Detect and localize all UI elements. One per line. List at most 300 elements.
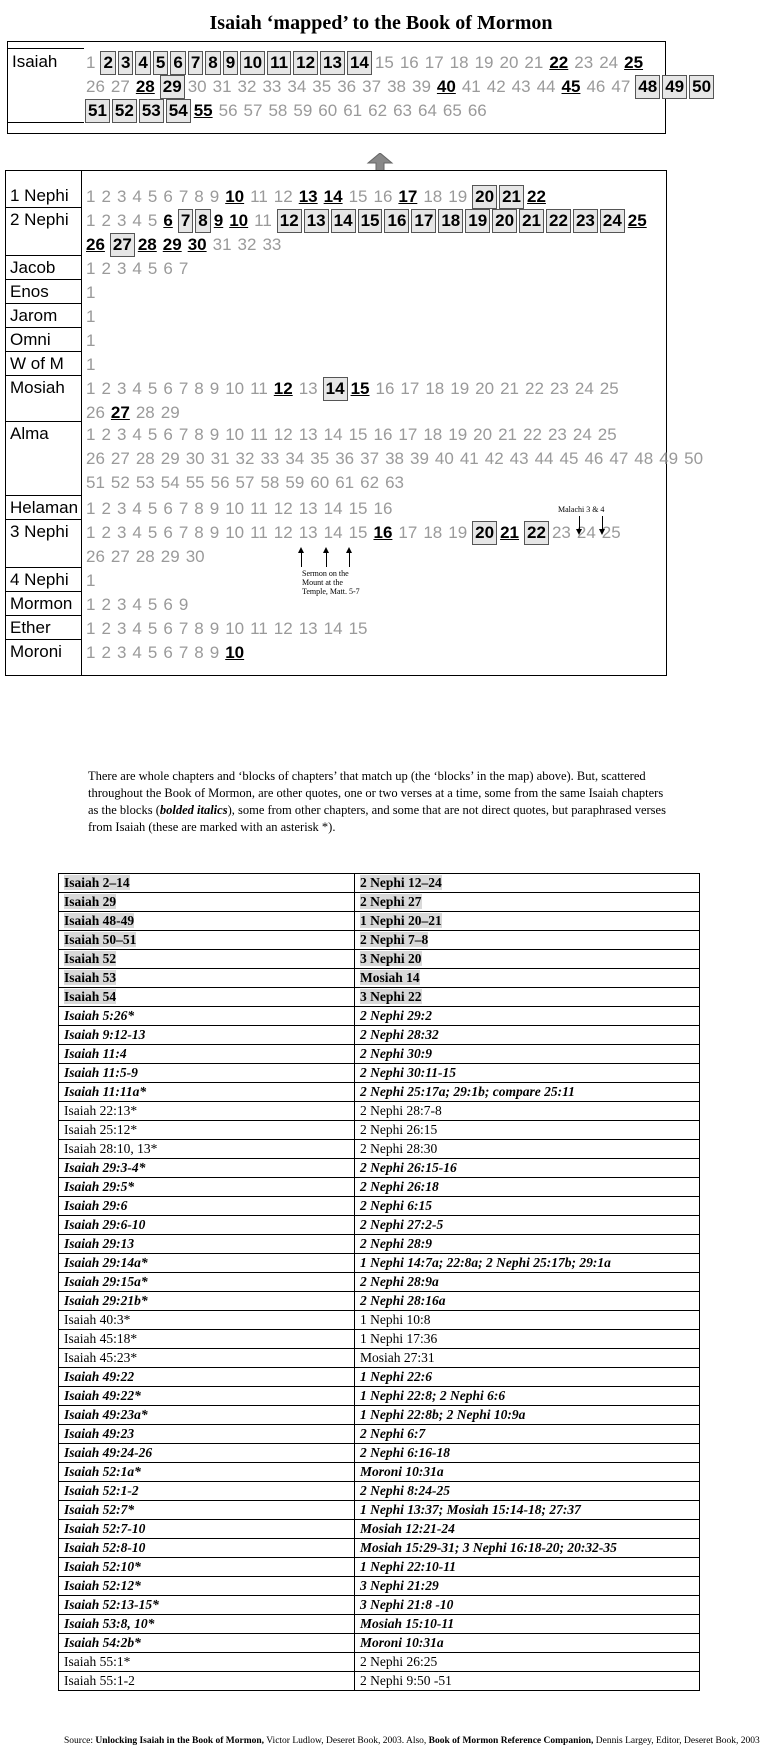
- chapter-number: 30: [185, 449, 205, 468]
- chapter-number: 22: [549, 53, 569, 72]
- table-row: [59, 1672, 700, 1691]
- chapter-number: 22: [527, 523, 546, 542]
- table-row: [59, 1064, 700, 1083]
- chapter-number: 7: [178, 379, 189, 398]
- reference-text: 2 Nephi 12–24: [360, 875, 442, 890]
- chapter-number: 59: [285, 473, 305, 492]
- book-of-mormon-box: [5, 170, 704, 676]
- chapter-number: 2: [103, 53, 113, 72]
- chapter-line: [86, 618, 373, 640]
- table-row: [59, 1596, 700, 1615]
- chapter-number: 1: [86, 619, 96, 638]
- chapter-number: 32: [237, 77, 257, 96]
- chapter-number: 6: [163, 379, 173, 398]
- chapter-number: 5: [147, 187, 158, 206]
- chapter-number: 3: [116, 523, 127, 542]
- reference-text: 1 Nephi 14:7a; 22:8a; 2 Nephi 25:17b; 29:1a: [360, 1255, 611, 1270]
- malachi-note: Malachi 3 & 4: [558, 505, 605, 514]
- chapter-number: 50: [692, 77, 712, 96]
- book-name: Alma: [10, 424, 49, 443]
- chapter-number: 1: [86, 259, 96, 278]
- book-name: 4 Nephi: [10, 570, 69, 589]
- table-row: [59, 1368, 700, 1387]
- book-of-mormon-reference-cell: [355, 1273, 700, 1292]
- chapter-number: 12: [273, 425, 293, 444]
- chapter-number: 4: [132, 595, 142, 614]
- sermon-arrow-3: [349, 551, 350, 567]
- chapter-line: [86, 52, 649, 74]
- chapter-number: 52: [110, 473, 130, 492]
- chapter-number: 44: [536, 77, 556, 96]
- isaiah-reference-cell: [59, 1463, 355, 1482]
- table-row: [59, 1083, 700, 1102]
- table-row: [59, 1235, 700, 1254]
- chapter-number: 11: [250, 187, 268, 206]
- chapter-number: 17: [398, 187, 418, 206]
- chapter-number: 11: [250, 425, 268, 444]
- paragraph-text-2: ), some from other chapters, and some that are not direct quotes, but paraphrased verses from Isaiah (these are marked with an asterisk *).: [88, 803, 666, 834]
- chapter-number: 18: [423, 187, 443, 206]
- chapter-number: 38: [387, 77, 406, 96]
- chapter-number: 48: [634, 449, 654, 468]
- reference-text: 1 Nephi 17:36: [360, 1331, 438, 1346]
- chapter-number: 1: [86, 53, 96, 72]
- chapter-number: 17: [414, 211, 434, 230]
- chapter-number: 5: [155, 53, 166, 72]
- chapter-number: 10: [229, 211, 249, 230]
- chapter-line: [86, 330, 101, 352]
- chapter-number: 40: [434, 449, 454, 468]
- book-of-mormon-reference-cell: [355, 1330, 700, 1349]
- chapter-number: 43: [509, 449, 529, 468]
- isaiah-reference-cell: [59, 1634, 355, 1653]
- reference-text: 3 Nephi 21:29: [360, 1578, 439, 1593]
- chapter-number: 17: [398, 523, 418, 542]
- book-of-mormon-reference-cell: [355, 1558, 700, 1577]
- sermon-note: Sermon on the Mount at the Temple, Matt. 5-7: [302, 569, 360, 596]
- chapter-number: 1: [86, 571, 96, 590]
- book-of-mormon-reference-cell: [355, 1064, 700, 1083]
- book-of-mormon-reference-cell: [355, 931, 700, 950]
- book-of-mormon-reference-cell: [355, 1672, 700, 1691]
- chapter-number: 3: [116, 211, 127, 230]
- book-of-mormon-reference-cell: [355, 1102, 700, 1121]
- chapter-number: 13: [298, 523, 318, 542]
- chapter-line: [86, 186, 552, 208]
- table-row: [59, 1102, 700, 1121]
- chapter-number: 15: [350, 379, 370, 398]
- chapter-number: 14: [323, 425, 343, 444]
- table-row: [59, 1615, 700, 1634]
- chapter-number: 35: [312, 77, 332, 96]
- reference-text: Isaiah 11:5-9: [64, 1065, 138, 1080]
- chapter-number: 1: [86, 523, 96, 542]
- chapter-number: 21: [522, 211, 542, 230]
- chapter-number: 29: [162, 235, 182, 254]
- book-divider: [6, 591, 81, 592]
- chapter-line: [86, 76, 717, 98]
- chapter-number: 23: [551, 523, 571, 542]
- chapter-number: 5: [147, 211, 158, 230]
- reference-text: Isaiah 40:3*: [64, 1312, 131, 1327]
- isaiah-reference-cell: [59, 912, 355, 931]
- book-name: W of M: [10, 354, 64, 373]
- chapter-number: 13: [298, 425, 318, 444]
- chapter-number: 7: [180, 211, 191, 230]
- chapter-number: 13: [298, 619, 318, 638]
- table-row: [59, 1197, 700, 1216]
- chapter-line: [86, 402, 186, 424]
- chapter-number: 61: [343, 101, 363, 120]
- chapter-number: 27: [110, 547, 130, 566]
- chapter-number: 16: [373, 523, 393, 542]
- chapter-line: [86, 378, 625, 400]
- chapter-number: 1: [86, 425, 96, 444]
- book-of-mormon-reference-cell: [355, 1444, 700, 1463]
- reference-text: Moroni 10:31a: [360, 1635, 444, 1650]
- chapter-number: 5: [147, 259, 158, 278]
- reference-text: 2 Nephi 6:7: [360, 1426, 426, 1441]
- table-row: [59, 1406, 700, 1425]
- chapter-number: 1: [86, 595, 96, 614]
- reference-text: Moroni 10:31a: [360, 1464, 444, 1479]
- chapter-number: 31: [212, 235, 232, 254]
- reference-text: Mosiah 15:10-11: [360, 1616, 455, 1631]
- chapter-number: 11: [250, 619, 268, 638]
- isaiah-reference-cell: [59, 1121, 355, 1140]
- chapter-number: 19: [448, 187, 468, 206]
- chapter-number: 7: [178, 619, 189, 638]
- reference-text: Isaiah 55:1-2: [64, 1673, 135, 1688]
- chapter-number: 58: [268, 101, 288, 120]
- reference-text: Isaiah 49:22: [64, 1369, 135, 1384]
- chapter-number: 21: [498, 425, 518, 444]
- chapter-number: 10: [243, 53, 263, 72]
- table-row: [59, 988, 700, 1007]
- isaiah-reference-cell: [59, 1045, 355, 1064]
- chapter-number: 36: [335, 449, 355, 468]
- isaiah-reference-cell: [59, 1368, 355, 1387]
- chapter-number: 43: [511, 77, 531, 96]
- reference-text: Isaiah 52:13-15*: [64, 1597, 159, 1612]
- chapter-line: [86, 546, 211, 568]
- book-of-mormon-reference-cell: [355, 1615, 700, 1634]
- chapter-number: 16: [373, 187, 393, 206]
- reference-text: 2 Nephi 28:32: [360, 1027, 439, 1042]
- book-name: Helaman: [10, 498, 79, 517]
- chapter-line: [86, 472, 410, 494]
- isaiah-reference-cell: [59, 1520, 355, 1539]
- chapter-number: 19: [448, 425, 468, 444]
- chapter-number: 27: [112, 235, 132, 254]
- chapter-number: 18: [423, 523, 443, 542]
- book-divider: [6, 327, 81, 328]
- chapter-line: [86, 306, 101, 328]
- book-of-mormon-reference-cell: [355, 1596, 700, 1615]
- chapter-number: 18: [425, 379, 445, 398]
- isaiah-reference-cell: [59, 1482, 355, 1501]
- book-of-mormon-reference-cell: [355, 1539, 700, 1558]
- chapter-number: 26: [86, 449, 105, 468]
- reference-text: 2 Nephi 30:9: [360, 1046, 432, 1061]
- chapter-number: 28: [135, 547, 155, 566]
- reference-text: Isaiah 11:11a*: [64, 1084, 147, 1099]
- book-divider: [6, 351, 81, 352]
- table-row: [59, 1463, 700, 1482]
- book-of-mormon-reference-cell: [355, 1235, 700, 1254]
- chapter-number: 3: [116, 643, 127, 662]
- chapter-number: 9: [209, 499, 220, 518]
- reference-text: 2 Nephi 6:16-18: [360, 1445, 450, 1460]
- isaiah-reference-cell: [59, 1387, 355, 1406]
- chapter-number: 16: [373, 499, 393, 518]
- chapter-number: 54: [168, 101, 188, 120]
- chapter-number: 9: [225, 53, 236, 72]
- chapter-number: 50: [684, 449, 704, 468]
- chapter-number: 51: [88, 101, 107, 120]
- chapter-number: 11: [250, 499, 268, 518]
- chapter-number: 16: [373, 425, 393, 444]
- isaiah-reference-cell: [59, 1596, 355, 1615]
- chapter-number: 2: [101, 499, 111, 518]
- chapter-number: 24: [602, 211, 622, 230]
- chapter-number: 4: [132, 379, 142, 398]
- chapter-number: 25: [624, 53, 644, 72]
- isaiah-reference-cell: [59, 1444, 355, 1463]
- chapter-number: 25: [627, 211, 647, 230]
- isaiah-reference-cell: [59, 1615, 355, 1634]
- chapter-number: 42: [486, 77, 506, 96]
- isaiah-bottom-rule: [8, 122, 84, 123]
- chapter-number: 53: [141, 101, 161, 120]
- book-of-mormon-reference-cell: [355, 1140, 700, 1159]
- chapter-number: 7: [190, 53, 201, 72]
- isaiah-reference-cell: [59, 1558, 355, 1577]
- chapter-number: 1: [86, 643, 96, 662]
- table-row: [59, 1121, 700, 1140]
- chapter-number: 13: [323, 53, 342, 72]
- table-row: [59, 1349, 700, 1368]
- chapter-number: 28: [135, 77, 155, 96]
- reference-text: 2 Nephi 28:30: [360, 1141, 438, 1156]
- chapter-number: 4: [138, 53, 148, 72]
- chapter-number: 5: [147, 619, 158, 638]
- table-row: [59, 1482, 700, 1501]
- chapter-number: 26: [86, 403, 105, 422]
- chapter-number: 19: [468, 211, 488, 230]
- chapter-number: 26: [86, 77, 105, 96]
- chapter-number: 16: [375, 379, 395, 398]
- paragraph-emphasis: bolded italics: [159, 803, 228, 817]
- chapter-number: 6: [163, 643, 173, 662]
- isaiah-reference-cell: [59, 1311, 355, 1330]
- reference-text: Isaiah 50–51: [64, 932, 137, 947]
- isaiah-reference-cell: [59, 1539, 355, 1558]
- chapter-number: 44: [534, 449, 554, 468]
- table-row: [59, 931, 700, 950]
- isaiah-label-rule: [8, 48, 84, 49]
- reference-text: 2 Nephi 28:7-8: [360, 1103, 442, 1118]
- reference-text: Isaiah 55:1*: [64, 1654, 131, 1669]
- page-title: Isaiah ‘mapped’ to the Book of Mormon: [209, 12, 553, 34]
- table-row: [59, 874, 700, 893]
- chapter-number: 37: [362, 77, 382, 96]
- chapter-number: 40: [436, 77, 456, 96]
- chapter-number: 20: [499, 53, 519, 72]
- chapter-number: 7: [178, 499, 189, 518]
- table-row: [59, 1634, 700, 1653]
- book-of-mormon-reference-cell: [355, 1159, 700, 1178]
- chapter-number: 5: [147, 499, 158, 518]
- reference-text: 1 Nephi 13:37; Mosiah 15:14-18; 27:37: [360, 1502, 581, 1517]
- isaiah-reference-cell: [59, 1197, 355, 1216]
- source-citation: [64, 1736, 760, 1746]
- chapter-line: [86, 424, 623, 446]
- reference-text: 2 Nephi 26:15-16: [360, 1160, 457, 1175]
- book-of-mormon-reference-cell: [355, 1520, 700, 1539]
- reference-text: Isaiah 52:7-10: [64, 1521, 146, 1536]
- chapter-number: 23: [549, 379, 569, 398]
- chapter-line: [86, 498, 398, 520]
- chapter-number: 48: [638, 77, 658, 96]
- chapter-number: 27: [110, 77, 130, 96]
- chapter-number: 1: [86, 379, 96, 398]
- chapter-number: 27: [110, 449, 130, 468]
- isaiah-reference-cell: [59, 1178, 355, 1197]
- chapter-number: 1: [86, 307, 96, 326]
- chapter-number: 15: [348, 499, 368, 518]
- chapter-number: 14: [323, 499, 343, 518]
- chapter-number: 8: [194, 379, 204, 398]
- sermon-arrow-2: [326, 551, 327, 567]
- chapter-number: 21: [524, 53, 544, 72]
- chapter-number: 9: [209, 425, 220, 444]
- chapter-number: 10: [225, 523, 245, 542]
- chapter-number: 13: [306, 211, 326, 230]
- table-row: [59, 950, 700, 969]
- reference-text: Isaiah 11:4: [64, 1046, 127, 1061]
- chapter-number: 2: [101, 259, 111, 278]
- chapter-number: 15: [360, 211, 380, 230]
- book-of-mormon-reference-cell: [355, 1368, 700, 1387]
- chapter-number: 9: [209, 619, 220, 638]
- isaiah-reference-cell: [59, 1007, 355, 1026]
- reference-text: Isaiah 29:6: [64, 1198, 128, 1213]
- chapter-number: 7: [178, 523, 189, 542]
- chapter-number: 23: [574, 53, 594, 72]
- isaiah-reference-cell: [59, 1102, 355, 1121]
- chapter-number: 11: [270, 53, 289, 72]
- chapter-number: 41: [461, 77, 481, 96]
- chapter-number: 30: [185, 547, 205, 566]
- book-of-mormon-reference-cell: [355, 1349, 700, 1368]
- chapter-number: 1: [86, 187, 96, 206]
- chapter-number: 64: [417, 101, 437, 120]
- sermon-arrowhead-3: [346, 547, 352, 553]
- reference-text: Isaiah 52: [64, 951, 117, 966]
- chapter-number: 11: [250, 523, 268, 542]
- table-row: [59, 1558, 700, 1577]
- chapter-number: 20: [475, 523, 495, 542]
- chapter-number: 1: [86, 211, 96, 230]
- chapter-number: 9: [209, 187, 220, 206]
- book-of-mormon-reference-cell: [355, 1026, 700, 1045]
- table-row: [59, 1159, 700, 1178]
- chapter-number: 5: [147, 595, 158, 614]
- book-of-mormon-reference-cell: [355, 950, 700, 969]
- book-of-mormon-reference-cell: [355, 1425, 700, 1444]
- reference-text: 2 Nephi 6:15: [360, 1198, 432, 1213]
- reference-text: Isaiah 52:1a*: [64, 1464, 141, 1479]
- chapter-number: 6: [163, 187, 173, 206]
- chapter-number: 26: [86, 235, 105, 254]
- reference-text: Isaiah 29:15a*: [64, 1274, 148, 1289]
- chapter-number: 11: [250, 379, 268, 398]
- chapter-number: 8: [194, 643, 204, 662]
- book-name: 1 Nephi: [10, 186, 69, 205]
- isaiah-reference-cell: [59, 950, 355, 969]
- book-divider: [6, 207, 81, 208]
- chapter-number: 33: [262, 235, 282, 254]
- chapter-number: 8: [194, 619, 204, 638]
- chapter-number: 9: [209, 379, 220, 398]
- explanation-paragraph: [88, 768, 668, 836]
- chapter-number: 19: [474, 53, 494, 72]
- table-row: [59, 1520, 700, 1539]
- isaiah-box: [7, 41, 712, 134]
- chapter-number: 2: [101, 211, 111, 230]
- reference-text: Isaiah 52:12*: [64, 1578, 141, 1593]
- chapter-number: 9: [209, 643, 220, 662]
- reference-text: Isaiah 49:24-26: [64, 1445, 153, 1460]
- book-of-mormon-reference-cell: [355, 1311, 700, 1330]
- chapter-number: 10: [225, 499, 245, 518]
- chapter-number: 41: [459, 449, 479, 468]
- chapter-number: 18: [423, 425, 443, 444]
- reference-text: Isaiah 45:23*: [64, 1350, 138, 1365]
- chapter-number: 4: [132, 523, 142, 542]
- chapter-number: 6: [163, 595, 173, 614]
- isaiah-reference-cell: [59, 1273, 355, 1292]
- chapter-number: 3: [120, 53, 131, 72]
- book-of-mormon-reference-cell: [355, 1045, 700, 1064]
- book-of-mormon-reference-cell: [355, 969, 700, 988]
- chapter-number: 5: [147, 379, 158, 398]
- source-end: Dennis Largey, Editor, Deseret Book, 2003: [593, 1736, 760, 1746]
- chapter-line: [86, 258, 194, 280]
- reference-text: 2 Nephi 28:16a: [360, 1293, 446, 1308]
- reference-text: Isaiah 9:12-13: [64, 1027, 146, 1042]
- book-divider: [6, 519, 81, 520]
- chapter-number: 6: [173, 53, 183, 72]
- chapter-number: 1: [86, 283, 96, 302]
- reference-text: Isaiah 52:1-2: [64, 1483, 139, 1498]
- book-name: 3 Nephi: [10, 522, 69, 541]
- chapter-number: 28: [137, 235, 157, 254]
- chapter-number: 45: [561, 77, 581, 96]
- chapter-number: 6: [163, 425, 173, 444]
- chapter-number: 54: [160, 473, 180, 492]
- chapter-number: 13: [298, 379, 318, 398]
- reference-text: Isaiah 49:23: [64, 1426, 135, 1441]
- chapter-number: 25: [601, 523, 621, 542]
- chapter-number: 6: [163, 211, 173, 230]
- isaiah-reference-cell: [59, 1349, 355, 1368]
- chapter-number: 27: [110, 403, 130, 422]
- reference-text: Isaiah 53: [64, 970, 117, 985]
- reference-text: 1 Nephi 22:8b; 2 Nephi 10:9a: [360, 1407, 526, 1422]
- isaiah-reference-cell: [59, 1235, 355, 1254]
